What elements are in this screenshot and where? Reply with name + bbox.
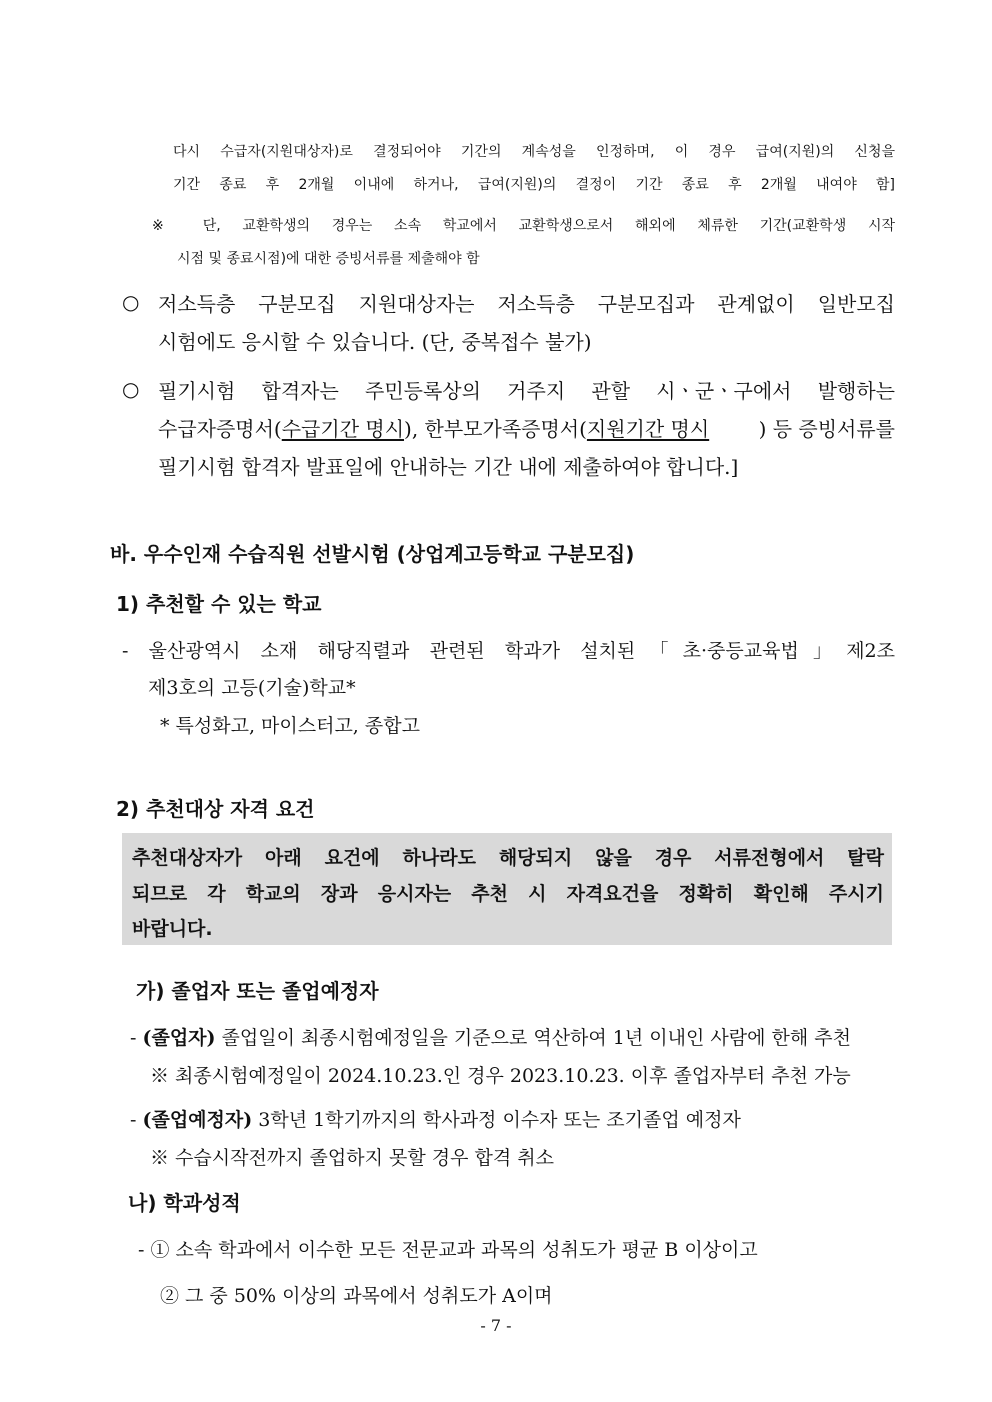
school-note: * 특성화고, 마이스터고, 종합고: [160, 715, 420, 737]
school-line-1: - 울산광역시 소재 해당직렬과 관련된 학과가 설치된「초·중등교육법」제2조: [122, 640, 895, 662]
sub-title-2: 2) 추천대상 자격 요건: [116, 797, 315, 821]
ga-title: 가) 졸업자 또는 졸업예정자: [136, 979, 379, 1003]
grade-line-1: - ① 소속 학과에서 이수한 모든 전문교과 과목의 성취도가 평균 B 이상이고: [138, 1239, 758, 1261]
sub-title-1: 1) 추천할 수 있는 학교: [116, 592, 322, 616]
note-line-2: 기간 종료 후 2개월 이내에 하거나, 급여(지원)의 결정이 기간 종료 후 2개월 내여야 함]: [173, 177, 895, 193]
notice-line-3: 바랍니다.: [132, 918, 213, 940]
circle-bullet-icon: ○: [122, 377, 140, 401]
grad-note: ※ 최종시험예정일이 2024.10.23.인 경우 2023.10.23. 이후 졸업자부터 추천 가능: [150, 1065, 851, 1087]
page-number: - 7 -: [480, 1316, 512, 1335]
exchange-note-line-2: 시점 및 종료시점)에 대한 증빙서류를 제출해야 함: [177, 251, 480, 267]
bullet-2-line-2: 수급자증명서(수급기간 명시), 한부모가족증명서(지원기간 명시 ) 등 증빙서류를: [158, 417, 895, 441]
grad-line: - (졸업자) 졸업일이 최종시험예정일을 기준으로 역산하여 1년 이내인 사람에 한해 추천: [130, 1027, 851, 1049]
pre-grad-note: ※ 수습시작전까지 졸업하지 못할 경우 합격 취소: [150, 1147, 554, 1169]
notice-line-2: 되므로 각 학교의 장과 응시자는 추천 시 자격요건을 정확히 확인해 주시기: [132, 883, 884, 905]
pre-grad-label: (졸업예정자): [142, 1109, 253, 1131]
section-title: 바. 우수인재 수습직원 선발시험 (상업계고등학교 구분모집): [110, 542, 635, 566]
bullet-2-line-3: 필기시험 합격자 발표일에 안내하는 기간 내에 제출하여야 합니다.]: [158, 455, 739, 479]
na-title: 나) 학과성적: [128, 1191, 241, 1215]
note-line-1: 다시 수급자(지원대상자)로 결정되어야 기간의 계속성을 인정하며, 이 경우 급여(지원)의 신청을: [173, 144, 895, 160]
underline-support-period: 지원기간 명시: [586, 417, 710, 441]
bullet-2-line-1: 필기시험 합격자는 주민등록상의 거주지 관할 시ㆍ군ㆍ구에서 발행하는: [158, 379, 895, 403]
notice-box: [122, 833, 892, 945]
underline-supply-period: 수급기간 명시: [281, 417, 405, 441]
bullet-1-line-2: 시험에도 응시할 수 있습니다. (단, 중복접수 불가): [158, 330, 592, 354]
school-line-2: 제3호의 고등(기술)학교*: [148, 677, 356, 699]
bullet-1-line-1: 저소득층 구분모집 지원대상자는 저소득층 구분모집과 관계없이 일반모집: [158, 292, 895, 316]
grade-line-2: ② 그 중 50% 이상의 과목에서 성취도가 A이며: [160, 1285, 553, 1307]
pre-grad-line: - (졸업예정자) 3학년 1학기까지의 학사과정 이수자 또는 조기졸업 예정자: [130, 1109, 741, 1131]
grad-label: (졸업자): [142, 1027, 216, 1049]
notice-line-1: 추천대상자가 아래 요건에 하나라도 해당되지 않을 경우 서류전형에서 탈락: [132, 847, 884, 869]
exchange-note-line-1: ※ 단, 교환학생의 경우는 소속 학교에서 교환학생으로서 해외에 체류한 기간(교환학생 시작: [152, 218, 895, 234]
circle-bullet-icon: ○: [122, 290, 140, 314]
